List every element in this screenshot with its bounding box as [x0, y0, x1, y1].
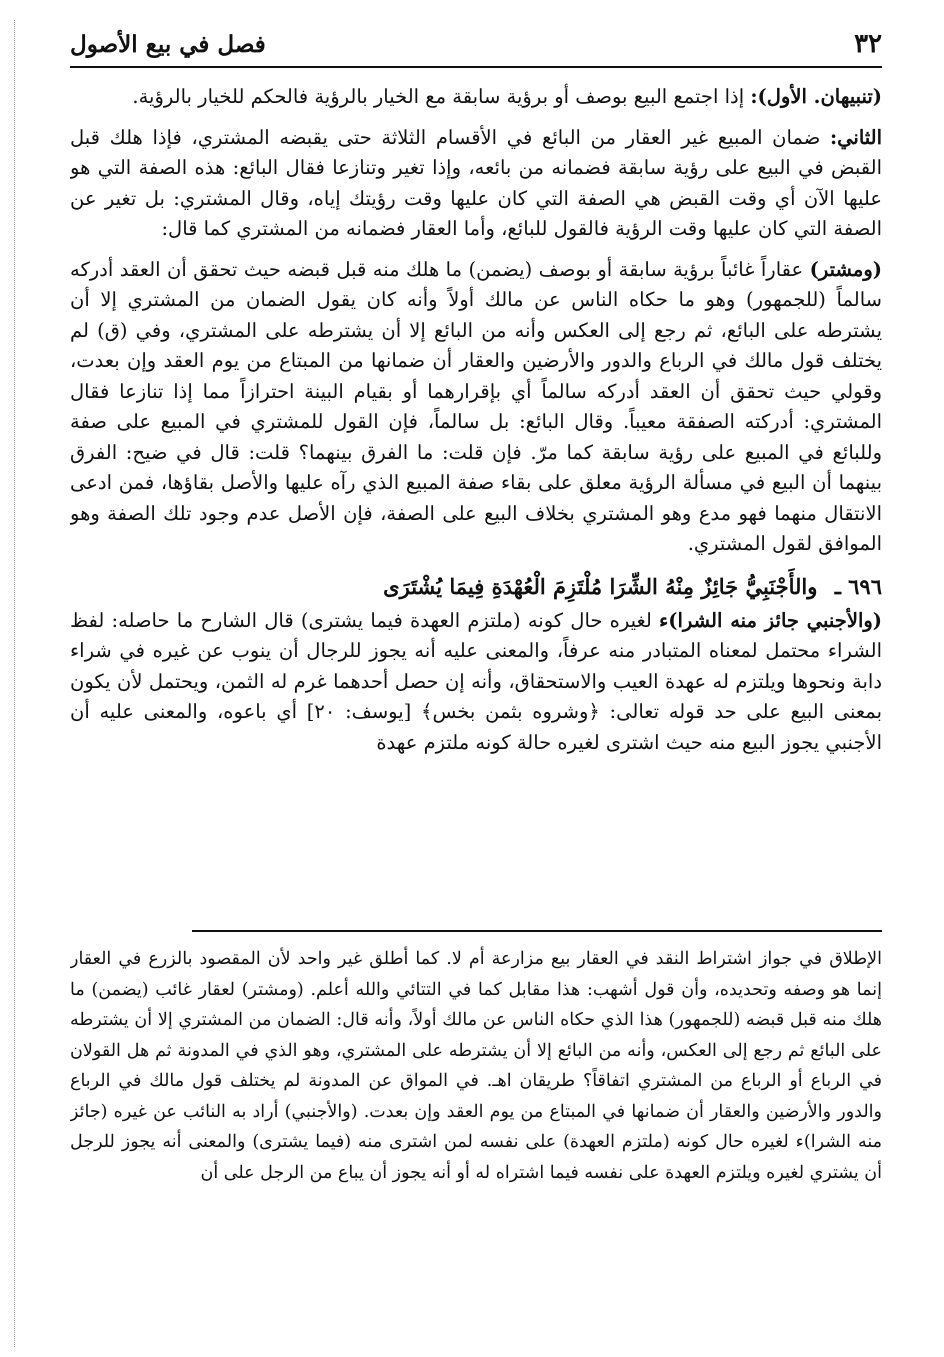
verse-text: والأَجْنَبِيُّ جَائِزٌ مِنْهُ الشِّرَا مُلْتَزِمَ الْعُهْدَةِ فِيمَا يُشْتَرَى — [383, 573, 818, 599]
note-first-lead: (تنبيهان. الأول): — [750, 85, 882, 108]
commentary-paragraph-2 — [70, 606, 882, 759]
commentary2-text: لغيره حال كونه (ملتزم العهدة فيما يشترى) قال الشارح ما حاصله: لفظ الشراء محتمل لمعناه المتبادر منه عرفاً، والمعنى عليه أنه يجوز للرجال أن ينوب عن غيره في شراء دابة ونحوها ويلتزم له عهدة العيب والاستحقاق، وأنه إن حصل أحدهما غرم له الثمن، ويحتمل لأن يكون بمعنى البيع على حد قوله تعالى: ﴿وشروه بثمن بخس﴾ [يوسف: ٢٠] أي باعوه، والمعنى عليه أن الأجنبي يجوز البيع منه حيث اشترى لغيره حالة كونه ملتزم عهدة — [70, 608, 882, 754]
footnote-text: الإطلاق في جواز اشتراط النقد في العقار بيع مزارعة أم لا. كما أطلق غير واحد لأن المقصود بالزرع في العقار إنما هو وصفه وتحديده، وأن قول أشهب: هذا مقابل كما في التتائي والله أعلم. (ومشتر) لعقار غائب (يضمن) ما هلك منه قبل قبضه (للجمهور) هذا الذي حكاه الناس عن مالك أولاً، وأنه قال: الضمان من المشتري إلا أن يشترطه على البائع ثم رجع إلى العكس، وأنه من البائع إلا أن يشترطه على المشتري، وهو الذي في المدونة ثم هل القولان في الرباع أو الرباع من المشتري اتفاقاً؟ طريقان اهـ. في المواق عن المدونة لم يختلف قول مالك في الرباع والدور والأرضين والعقار أن ضمانها في المبتاع من يوم العقد وإن بعدت. (والأجنبي) أراد به النائب عن غيره (جائز منه الشرا)ء لغيره حال كونه (ملتزم العهدة) على نفسه لمن اشترى منه (فيما يشترى) والمعنى أنه يجوز للرجل أن يشتري لغيره ويلتزم العهدة على نفسه فيما اشتراه له أو أنه يجوز أن يباع من الرجل على أن — [70, 949, 882, 1183]
page-number: ٣٢ — [854, 29, 882, 59]
commentary-text: عقاراً غائباً برؤية سابقة أو بوصف (يضمن) ما هلك منه قبل قبضه حيث تحقق أن العقد أدركه سالماً (للجمهور) وهو ما حكاه الناس عن مالك أولاً وأنه كان يقول الضمان من المشتري إلا أن يشترطه على البائع، ثم رجع إلى العكس وأنه من البائع إلا أن يشترطه على المشتري، وفي (ق) لم يختلف قول مالك في الرباع والدور والأرضين والعقار أن ضمانها من المبتاع من يوم العقد وإن بعدت، وقولي حيث تحقق أن العقد أدركه سالماً أي بإقرارهما أو بقيام البينة احترازاً مما إذا تنازعا فقال المشتري: أدركته الصفقة معيباً. وقال البائع: بل سالماً، فإن القول للمشتري في المبيع على صفة وللبائع في المبيع على رؤية سابقة كما مرّ. فإن قلت: ما الفرق بينهما؟ قلت: قال في ضيح: الفرق بينهما أن البيع في مسألة الرؤية معلق على بقاء صفة المبيع الذي رآه عليها والأصل بقاؤها، فمن ادعى الانتقال منهما فهو مدع وهو المشتري بخلاف البيع على الصفة، فإن الأصل عدم وجود تلك الصفة وهو الموافق لقول المشتري. — [70, 257, 882, 555]
footnote — [70, 944, 882, 1284]
verse-number: ٦٩٦ ـ — [834, 573, 882, 599]
footnote-divider — [192, 930, 882, 932]
note-first — [70, 82, 882, 113]
note-second-lead: الثاني: — [829, 125, 882, 149]
note-second — [70, 123, 882, 245]
page-header — [70, 22, 882, 68]
note-first-text: إذا اجتمع البيع بوصف أو برؤية سابقة مع الخيار بالرؤية فالحكم للخيار بالرؤية. — [132, 85, 745, 108]
verse-line — [70, 570, 882, 604]
page-edge-dots — [14, 20, 15, 1347]
note-second-text: ضمان المبيع غير العقار من البائع في الأقسام الثلاثة حتى يقبضه المشتري، فإذا هلك قبل القبض في البيع على رؤية سابقة فضمانه من بائعه، وإذا تغير وتنازعا فقال البائع: هذه الصفة التي هو عليها الآن أي وقت القبض هي الصفة التي كان عليها وقت رؤيتك إياه، وقال المشتري: بل تغير عن الصفة التي كان عليها وقت الرؤية فالقول للبائع، وأما العقار فضمانه من المشتري كما قال: — [70, 125, 882, 240]
commentary-lead: (ومشتر) — [809, 257, 882, 281]
running-title: فصل في بيع الأصول — [70, 30, 266, 58]
main-text — [70, 82, 882, 914]
commentary-paragraph — [70, 255, 882, 560]
commentary2-lead: (والأجنبي جائز منه الشرا)ء — [659, 608, 882, 632]
